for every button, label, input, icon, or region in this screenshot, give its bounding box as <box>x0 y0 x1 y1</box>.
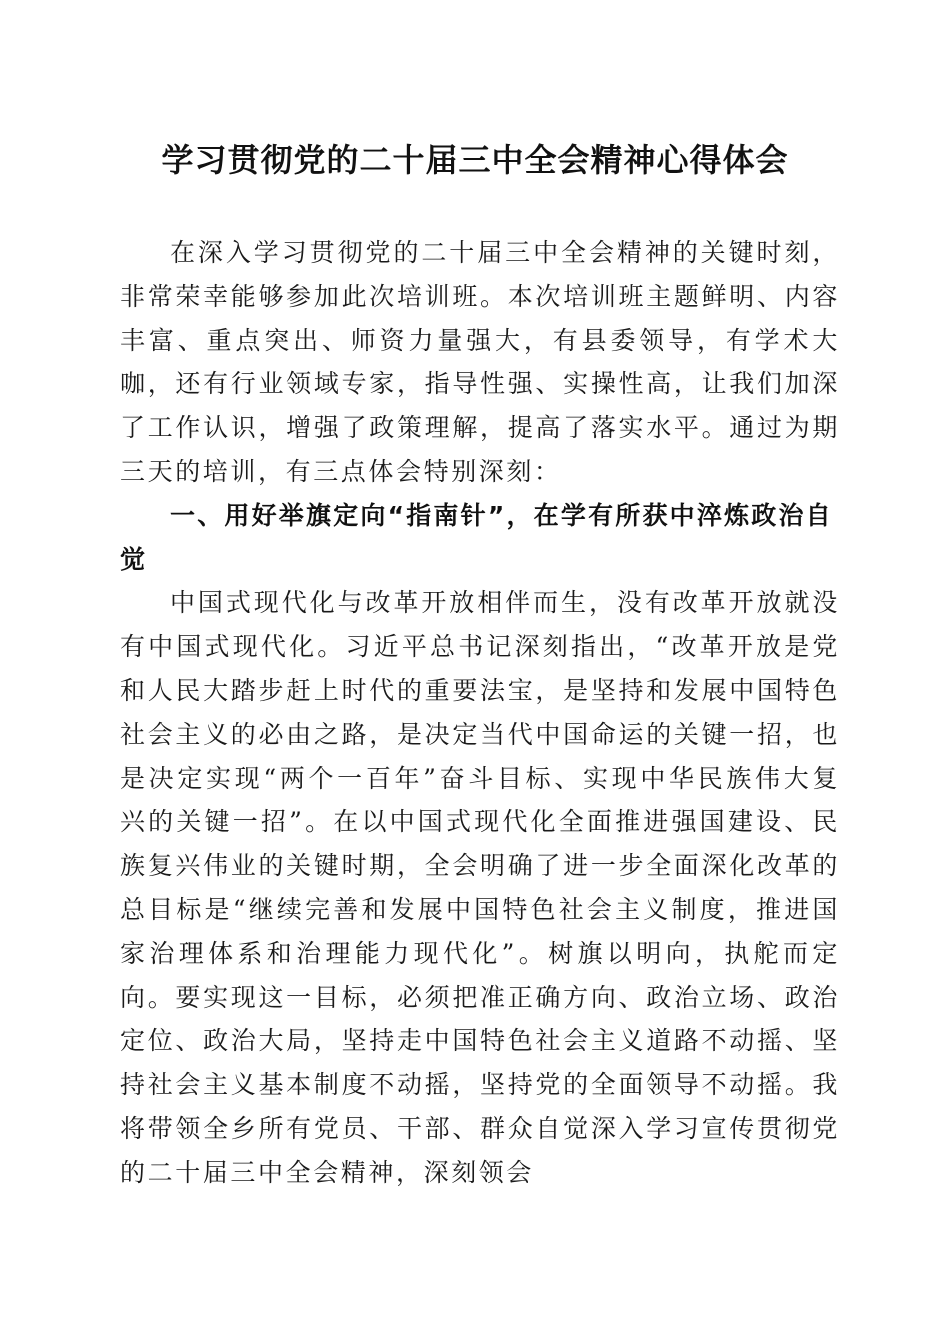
section-1-paragraph: 中国式现代化与改革开放相伴而生，没有改革开放就没有中国式现代化。习近平总书记深刻指出，“改革开放是党和人民大踏步赶上时代的重要法宝，是坚持和发展中国特色社会主义的必由之路，是决定当代中国命运的关键一招，也是决定实现“两个一百年”奋斗目标、实现中华民族伟大复兴的关键一招”。在以中国式现代化全面推进强国建设、民族复兴伟业的关键时期，全会明确了进一步全面深化改革的总目标是“继续完善和发展中国特色社会主义制度，推进国家治理体系和治理能力现代化”。树旗以明向，执舵而定向。要实现这一目标，必须把准正确方向、政治立场、政治定位、政治大局，坚持走中国特色社会主义道路不动摇、坚持社会主义基本制度不动摇，坚持党的全面领导不动摇。我将带领全乡所有党员、干部、群众自觉深入学习宣传贯彻党的二十届三中全会精神，深刻领会 <box>120 588 840 1187</box>
intro-paragraph: 在深入学习贯彻党的二十届三中全会精神的关键时刻，非常荣幸能够参加此次培训班。本次培训班主题鲜明、内容丰富、重点突出、师资力量强大，有县委领导，有学术大咖，还有行业领域专家，指导性强、实操性高，让我们加深了工作认识，增强了政策理解，提高了落实水平。通过为期三天的培训，有三点体会特别深刻： <box>120 238 840 486</box>
document-title: 学习贯彻党的二十届三中全会精神心得体会 <box>161 141 789 179</box>
document-body <box>120 231 840 1195</box>
section-heading-1: 一、用好举旗定向“指南针”，在学有所获中淬炼政治自觉 <box>120 500 833 574</box>
